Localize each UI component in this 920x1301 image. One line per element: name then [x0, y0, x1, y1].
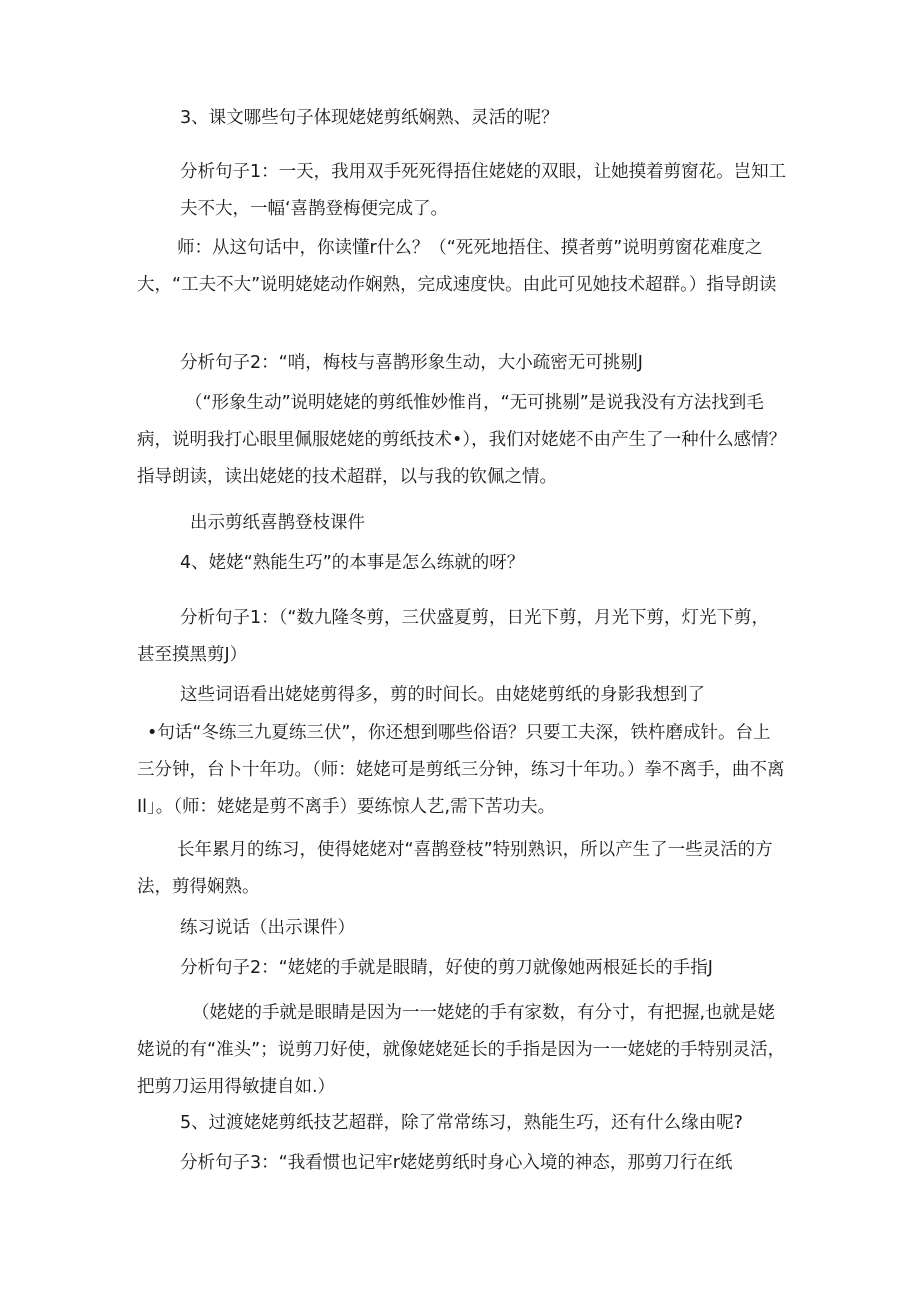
question-4: 4、姥姥“熟能生巧”的本事是怎么练就的呀？: [180, 553, 525, 573]
explanation-3: （姥姥的手就是眼睛是因为一一姥姥的手有家数，有分寸，有把握,也就是姥姥说的有“准头”；说剪刀好使，就像姥姥延长的手指是因为一一姥姥的手特别灵活，把剪刀运用得敏捷自如.）: [137, 1003, 786, 1097]
explanation-1: （“形象生动”说明姥姥的剪纸惟妙惟肖，“无可挑剔”是说我没有方法找到毛病，说明我打心眼里佩服姥姥的剪纸技术•），我们对姥姥不由产生了一种什么感情？指导朗读，读出姥姥的技术超群，以与我的钦佩之情。: [137, 393, 787, 487]
question-5: 5、过渡姥姥剪纸技艺超群，除了常常练习，熟能生巧，还有什么缘由呢?: [180, 1113, 743, 1133]
analysis-sentence-1: 分析句子1：一天，我用双手死死得捂住姥姥的双眼，让她摸着剪窗花。岂知工夫不大，一幅‘喜鹊登梅便完成了。: [180, 162, 787, 219]
teacher-note-1: 师：从这句话中，你读懂r什么？（“死死地捂住、摸者剪”说明剪窗花难度之大，“工夫不大”说明姥姥动作娴熟，完成速度快。由此可见她技术超群。）指导朗读: [137, 238, 777, 295]
proverbs-paragraph: •句话“冬练三九夏练三伏”，你还想到哪些俗语？只要工夫深，铁杵磨成针。台上三分钟，台卜十年功。（师：姥姥可是剪纸三分钟，练习十年功。）拳不离手，曲不离Il」。（师：姥姥是剪不离手）要练惊人艺,需下苦功夫。: [137, 723, 785, 817]
practice-paragraph: 长年累月的练习，使得姥姥对“喜鹊登枝”特别熟识，所以产生了一些灵活的方法，剪得娴熟。: [137, 840, 773, 897]
analysis-sentence-2b: 分析句子2：“姥姥的手就是眼睛，好使的剪刀就像她两根延长的手指J: [180, 958, 713, 978]
explanation-2: 这些词语看出姥姥剪得多，剪的时间长。由姥姥剪纸的身影我想到了: [180, 685, 705, 705]
question-3: 3、课文哪些句子体现姥姥剪纸娴熟、灵活的呢？: [180, 108, 559, 128]
analysis-sentence-2: 分析句子2：“哨，梅枝与喜鹊形象生动，大小疏密无可挑剔J: [180, 353, 643, 373]
courseware-note-1: 出示剪纸喜鹊登枝课件: [190, 513, 365, 533]
analysis-sentence-1b: 分析句子1：（“数九隆冬剪，三伏盛夏剪，日光下剪，月光下剪，灯光下剪，甚至摸黑剪J）: [137, 608, 769, 665]
speaking-practice: 练习说话（出示课件）: [180, 918, 355, 938]
analysis-sentence-3: 分析句子3：“我看惯也记牢r姥姥剪纸时身心入境的神态，那剪刀行在纸: [180, 1153, 733, 1173]
